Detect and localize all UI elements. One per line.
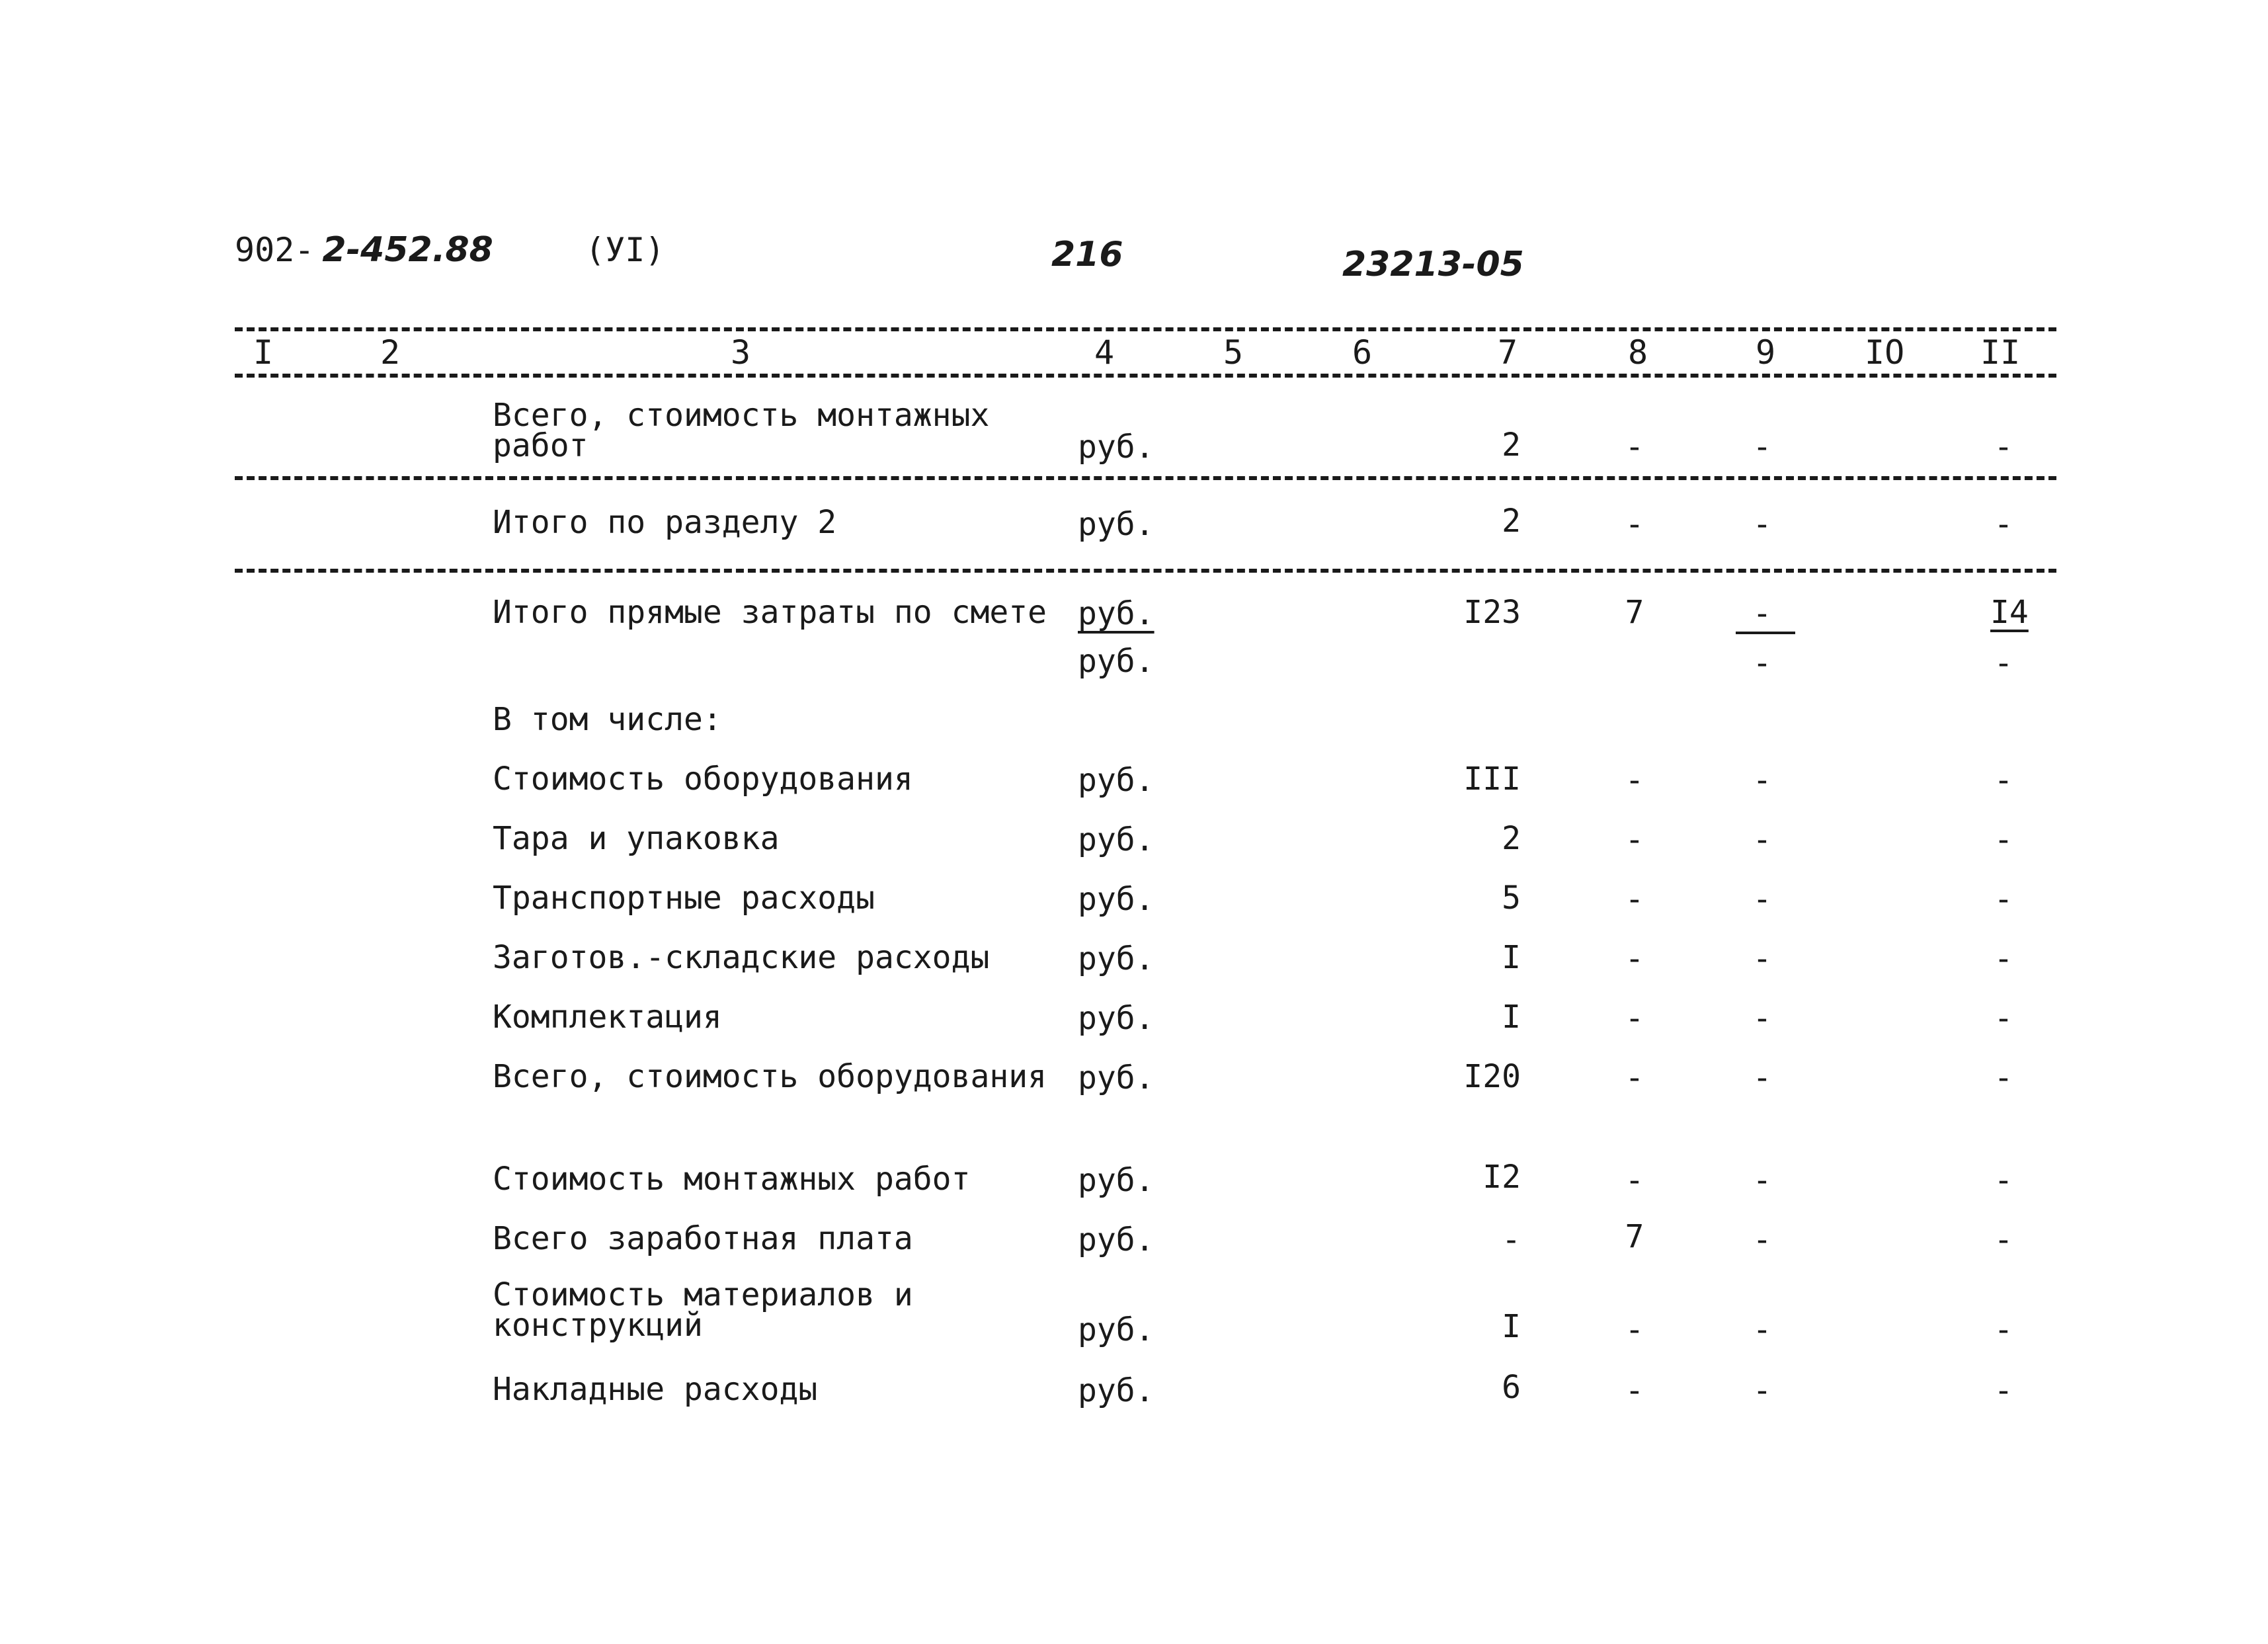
row-col11-second: -: [1994, 645, 2013, 682]
row-label: [493, 1276, 913, 1344]
row-col7: I: [1502, 939, 1521, 976]
row-col11: -: [1994, 821, 2013, 858]
row-col9: -: [1752, 1059, 1772, 1096]
row-col7: 2: [1502, 820, 1521, 857]
row-col9: -: [1752, 1000, 1772, 1037]
row-col9: -: [1752, 1372, 1772, 1409]
row-label: Итого прямые затраты по смете: [493, 594, 1047, 631]
row-col8: 7: [1625, 1218, 1644, 1255]
row-col9: -: [1752, 762, 1772, 799]
column-header-11: II: [1980, 333, 2021, 372]
row-unit: руб.: [1078, 506, 1154, 543]
row-unit-2: руб.: [1078, 643, 1154, 680]
row-label: Накладные расходы: [493, 1371, 818, 1408]
row-unit: руб.: [1078, 762, 1154, 799]
row-unit: руб.: [1078, 1059, 1154, 1096]
row-unit: руб.: [1078, 595, 1154, 632]
document-code: [235, 231, 493, 268]
row-col11: -: [1994, 940, 2013, 977]
row-col11: -: [1994, 762, 2013, 799]
page-number: 216: [1051, 235, 1123, 274]
row-col7: 5: [1502, 880, 1521, 917]
row-label: [493, 397, 990, 464]
column-header-10: IO: [1865, 333, 1905, 372]
row-col11: -: [1994, 506, 2013, 543]
col9-underline: [1736, 632, 1795, 634]
row-col7: I: [1502, 999, 1521, 1036]
row-col7: I2: [1482, 1159, 1521, 1196]
row-label: Транспортные расходы: [493, 880, 875, 917]
row-label: Заготов.-складские расходы: [493, 939, 990, 976]
row-col8: -: [1625, 821, 1644, 858]
project-number: 23213-05: [1342, 245, 1524, 284]
row-col8: -: [1625, 940, 1644, 977]
row-col7: -: [1502, 1221, 1521, 1258]
row-col7: I: [1502, 1308, 1521, 1345]
header-rule-top: [235, 327, 2056, 331]
row-col11: -: [1994, 1000, 2013, 1037]
row-col11: -: [1994, 1221, 2013, 1258]
row-label-line: конструкций: [493, 1307, 703, 1344]
row-label-line: Всего, стоимость монтажных: [493, 397, 990, 434]
section-rule: [235, 569, 2056, 573]
row-unit: руб.: [1078, 940, 1154, 977]
row-unit: руб.: [1078, 1221, 1154, 1258]
row-label: Стоимость монтажных работ: [493, 1161, 971, 1198]
row-col7: 2: [1502, 427, 1521, 464]
document-code-handwritten: 2-452.88: [322, 230, 493, 270]
row-col8: -: [1625, 1162, 1644, 1199]
row-unit: руб.: [1078, 881, 1154, 918]
row-col9: -: [1752, 940, 1772, 977]
column-header-8: 8: [1628, 333, 1648, 372]
column-header-6: 6: [1352, 333, 1373, 372]
row-col9: -: [1752, 821, 1772, 858]
row-col11: -: [1994, 429, 2013, 466]
row-col9: -: [1752, 1162, 1772, 1199]
row-col9-second: -: [1752, 645, 1772, 682]
row-label: Всего, стоимость оборудования: [493, 1058, 1047, 1095]
row-col8: -: [1625, 1311, 1644, 1348]
row-col7: III: [1463, 760, 1521, 798]
row-col9: -: [1752, 429, 1772, 466]
row-unit: руб.: [1078, 821, 1154, 858]
row-unit: руб.: [1078, 1162, 1154, 1199]
row-label: Стоимость оборудования: [493, 760, 913, 798]
section-rule: [235, 476, 2056, 480]
column-header-7: 7: [1498, 333, 1518, 372]
row-col8: 7: [1625, 594, 1644, 631]
row-col11: -: [1994, 1311, 2013, 1348]
row-col8: -: [1625, 429, 1644, 466]
row-label: Комплектация: [493, 999, 722, 1036]
row-col9: -: [1752, 595, 1772, 632]
row-col8: -: [1625, 881, 1644, 918]
row-col7: 2: [1502, 503, 1521, 540]
row-col8: -: [1625, 1000, 1644, 1037]
row-unit: руб.: [1078, 1311, 1154, 1348]
row-label: Всего заработная плата: [493, 1220, 913, 1257]
row-col11: -: [1994, 1372, 2013, 1409]
row-col7: I23: [1463, 594, 1521, 631]
row-unit: руб.: [1078, 1000, 1154, 1037]
row-col9: -: [1752, 506, 1772, 543]
row-col9: -: [1752, 1311, 1772, 1348]
row-label-line: работ: [493, 427, 588, 464]
row-col9: -: [1752, 1221, 1772, 1258]
column-header-4: 4: [1094, 333, 1115, 372]
row-unit: руб.: [1078, 429, 1154, 466]
subsection-heading: В том числе:: [493, 701, 722, 738]
column-header-2: 2: [380, 333, 401, 372]
header-rule-bottom: [235, 374, 2056, 378]
row-col8: -: [1625, 1372, 1644, 1409]
document-code-print: 902-: [235, 231, 315, 269]
row-col11: I4: [1990, 594, 2029, 631]
row-col11: -: [1994, 1059, 2013, 1096]
column-header-9: 9: [1756, 333, 1776, 372]
row-label: Тара и упаковка: [493, 820, 780, 857]
row-col8: -: [1625, 506, 1644, 543]
row-label-line: Стоимость материалов и: [493, 1276, 913, 1313]
row-col9: -: [1752, 881, 1772, 918]
column-header-1: I: [253, 333, 274, 372]
row-label: Итого по разделу 2: [493, 504, 837, 541]
volume-label: (УI): [585, 231, 665, 269]
row-col8: -: [1625, 1059, 1644, 1096]
column-header-5: 5: [1223, 333, 1244, 372]
row-col7: 6: [1502, 1369, 1521, 1406]
row-unit: руб.: [1078, 1372, 1154, 1409]
row-col7: I20: [1463, 1058, 1521, 1095]
row-col11: -: [1994, 881, 2013, 918]
row-col8: -: [1625, 762, 1644, 799]
row-col11: -: [1994, 1162, 2013, 1199]
column-header-3: 3: [731, 333, 751, 372]
